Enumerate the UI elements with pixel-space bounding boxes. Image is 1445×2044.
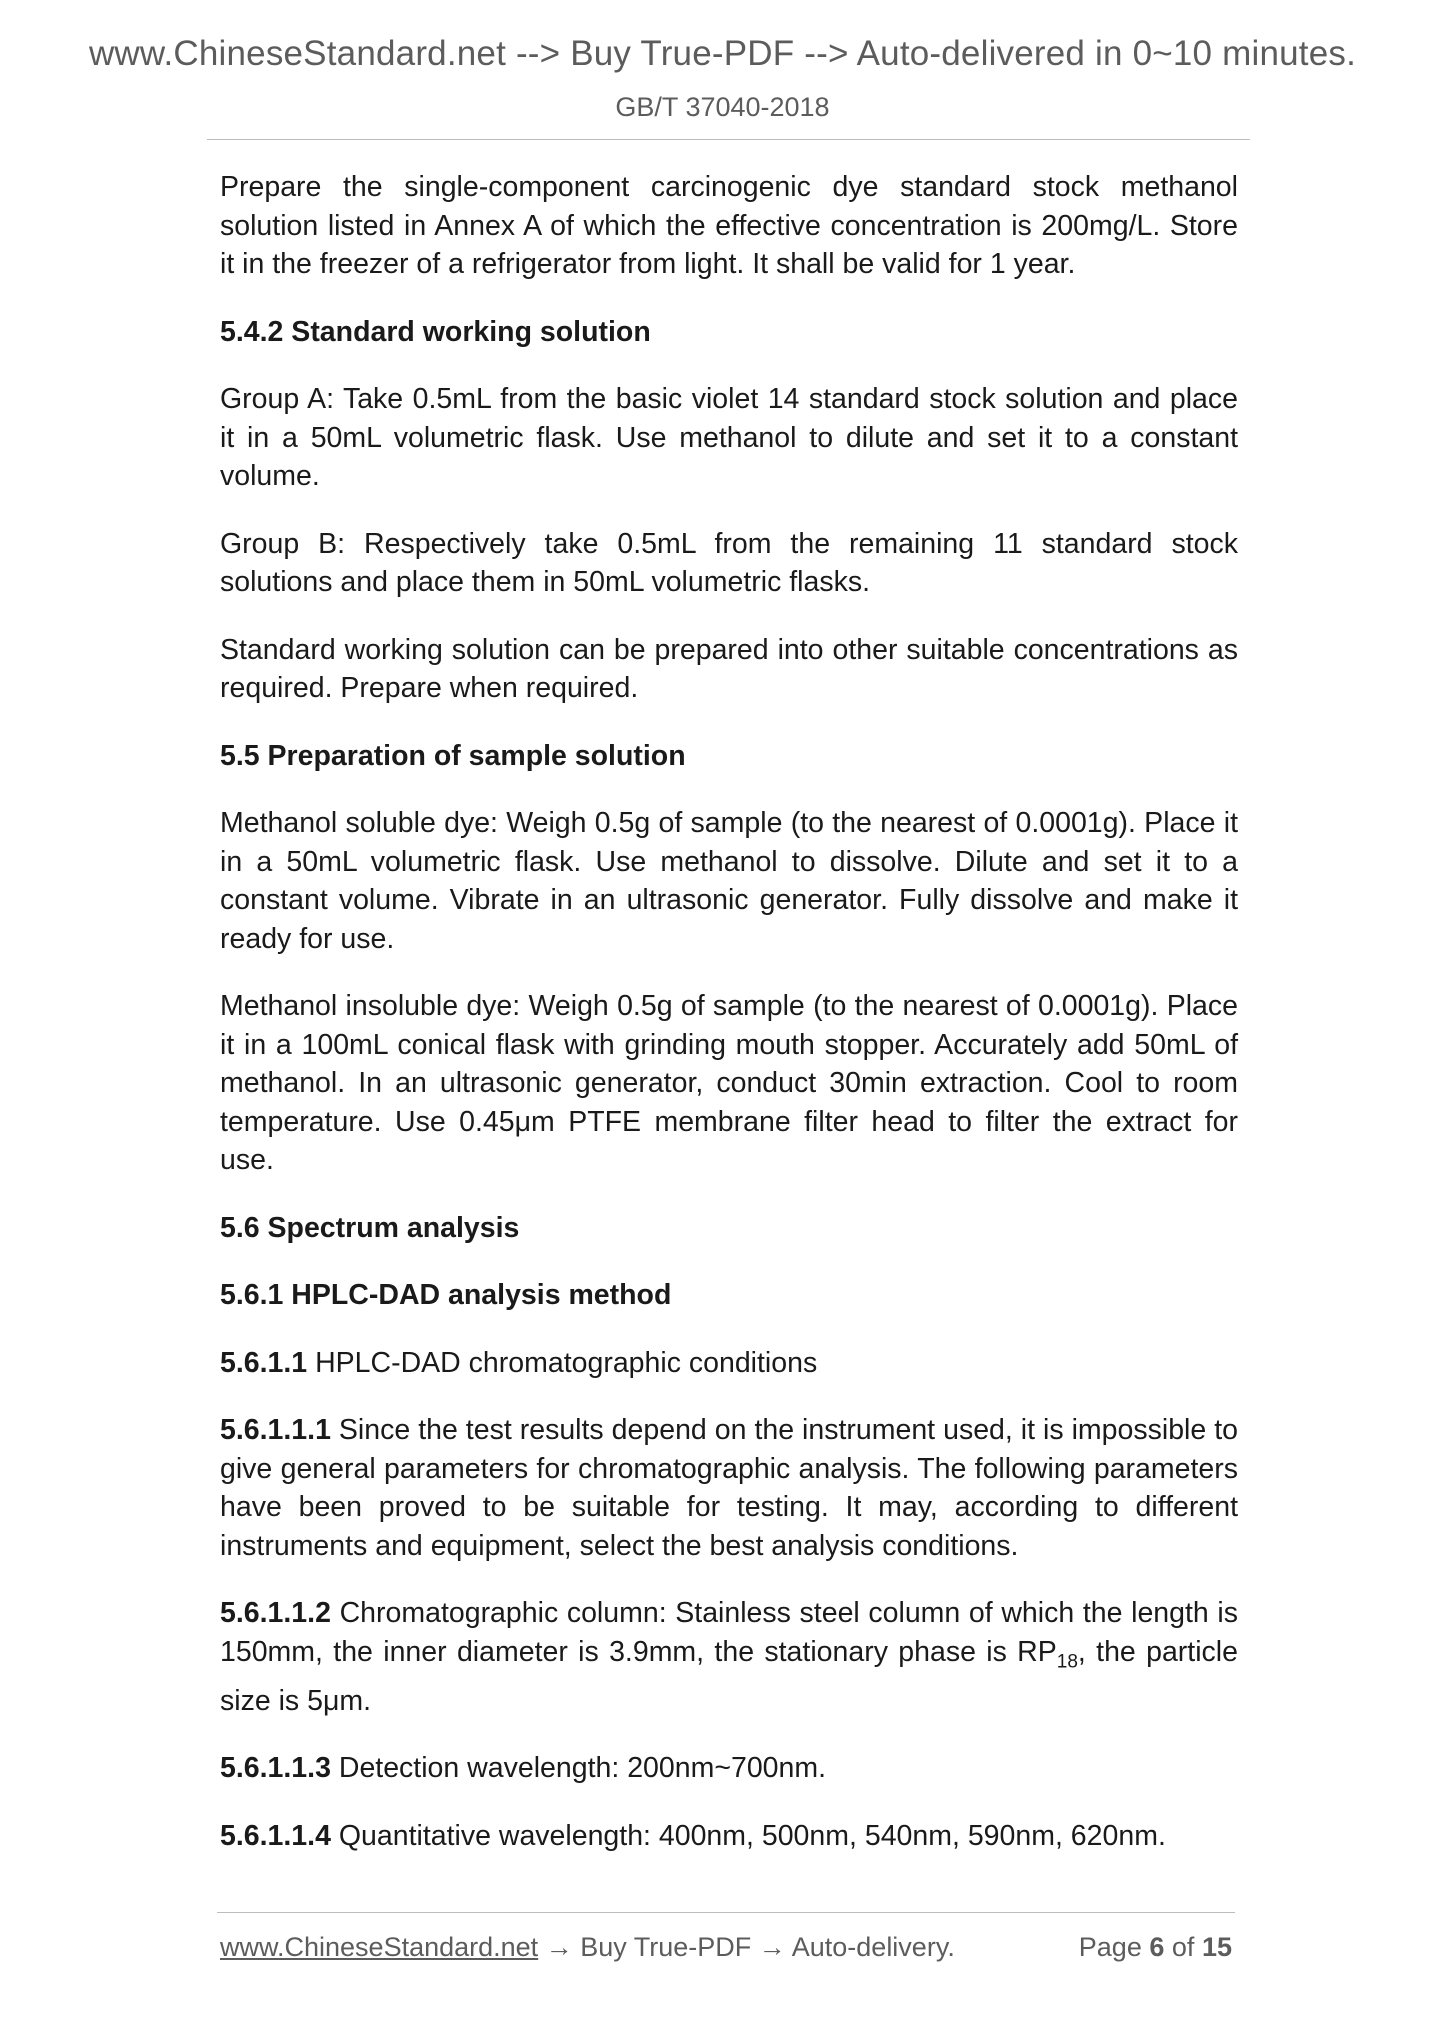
paragraph-group-b: Group B: Respectively take 0.5mL from the remaining 11 standard stock solutions and place them in 50mL volumetric flasks. [220, 527, 1238, 598]
footer-left [220, 1932, 955, 1963]
paragraph-methanol-soluble: Methanol soluble dye: Weigh 0.5g of sample (to the nearest of 0.0001g). Place it in a 50mL volumetric flask. Use methanol to dissolve. Dilute and set it to a constant volume. Vibrate in an ultrasonic generator. Fully dissolve and make it ready for use. [220, 807, 1238, 955]
subscript-18: 18 [1056, 1651, 1078, 1673]
clause-5-6-1-1-3 [220, 1749, 1238, 1788]
clause-5-6-1-1-2 [220, 1594, 1238, 1720]
clause-5-6-1-1-4 [220, 1817, 1238, 1856]
clause-text: Chromatographic column: Stainless steel column of which the length is 150mm, the inner diameter is 3.9mm, the stationary phase is RP [220, 1597, 1238, 1668]
clause-number: 5.6.1.1 [220, 1346, 308, 1379]
paragraph-methanol-insoluble: Methanol insoluble dye: Weigh 0.5g of sample (to the nearest of 0.0001g). Place it in a 100mL conical flask with grinding mouth stopper. Accurately add 50mL of methanol. In an ultrasonic generator, conduct 30min extraction. Cool to room temperature. Use 0.45μm PTFE membrane filter head to filter the extract for use. [220, 990, 1238, 1176]
clause-text-end: , the particle size is 5μm. [220, 1635, 1238, 1717]
heading-5-6: 5.6 Spectrum analysis [220, 1211, 520, 1244]
page-footer [220, 1932, 1232, 1972]
heading-5-5: 5.5 Preparation of sample solution [220, 739, 686, 772]
clause-number: 5.6.1.1.1 [220, 1414, 331, 1446]
page-current: 6 [1149, 1932, 1165, 1962]
footer-site-link[interactable]: www.ChineseStandard.net [220, 1932, 539, 1962]
heading-5-4-2: 5.4.2 Standard working solution [220, 315, 651, 348]
clause-text: Quantitative wavelength: 400nm, 500nm, 540nm, 590nm, 620nm. [330, 1819, 1166, 1852]
site-banner: www.ChineseStandard.net --> Buy True-PDF --> Auto-delivered in 0~10 minutes. [88, 34, 1357, 73]
footer-tagline: → Buy True-PDF → Auto-delivery. [538, 1932, 955, 1962]
clause-5-6-1-1-1 [220, 1411, 1238, 1565]
heading-5-6-1: 5.6.1 HPLC-DAD analysis method [220, 1279, 672, 1311]
header-divider [207, 139, 1250, 140]
document-number: GB/T 37040-2018 [615, 92, 830, 122]
paragraph-working-solution: Standard working solution can be prepared into other suitable concentrations as required. Prepare when required. [220, 633, 1238, 704]
clause-text: HPLC-DAD chromatographic conditions [307, 1346, 818, 1379]
page-content [220, 168, 1238, 1884]
page-label: Page [1078, 1932, 1142, 1962]
clause-text: Detection wavelength: 200nm~700nm. [330, 1752, 827, 1785]
page-indicator [1079, 1932, 1232, 1963]
clause-number: 5.6.1.1.3 [220, 1752, 331, 1785]
paragraph-group-a: Group A: Take 0.5mL from the basic violet 14 standard stock solution and place it in a 50mL volumetric flask. Use methanol to dilute and set it to a constant volume. [220, 383, 1238, 492]
clause-number: 5.6.1.1.2 [220, 1597, 331, 1629]
page-total: 15 [1201, 1932, 1232, 1962]
footer-divider [217, 1912, 1235, 1913]
clause-text: Since the test results depend on the instrument used, it is impossible to give general parameters for chromatographic analysis. The following parameters have been proved to be suitable for testing. It may, according to different instruments and equipment, select the best analysis conditions. [220, 1414, 1238, 1562]
clause-5-6-1-1 [220, 1344, 1238, 1383]
paragraph-stock-solution: Prepare the single-component carcinogenic dye standard stock methanol solution listed in Annex A of which the effective concentration is 200mg/L. Store it in the freezer of a refrigerator from light. It shall be valid for 1 year. [220, 171, 1238, 280]
clause-number: 5.6.1.1.4 [220, 1819, 331, 1852]
page-of: of [1171, 1932, 1195, 1962]
